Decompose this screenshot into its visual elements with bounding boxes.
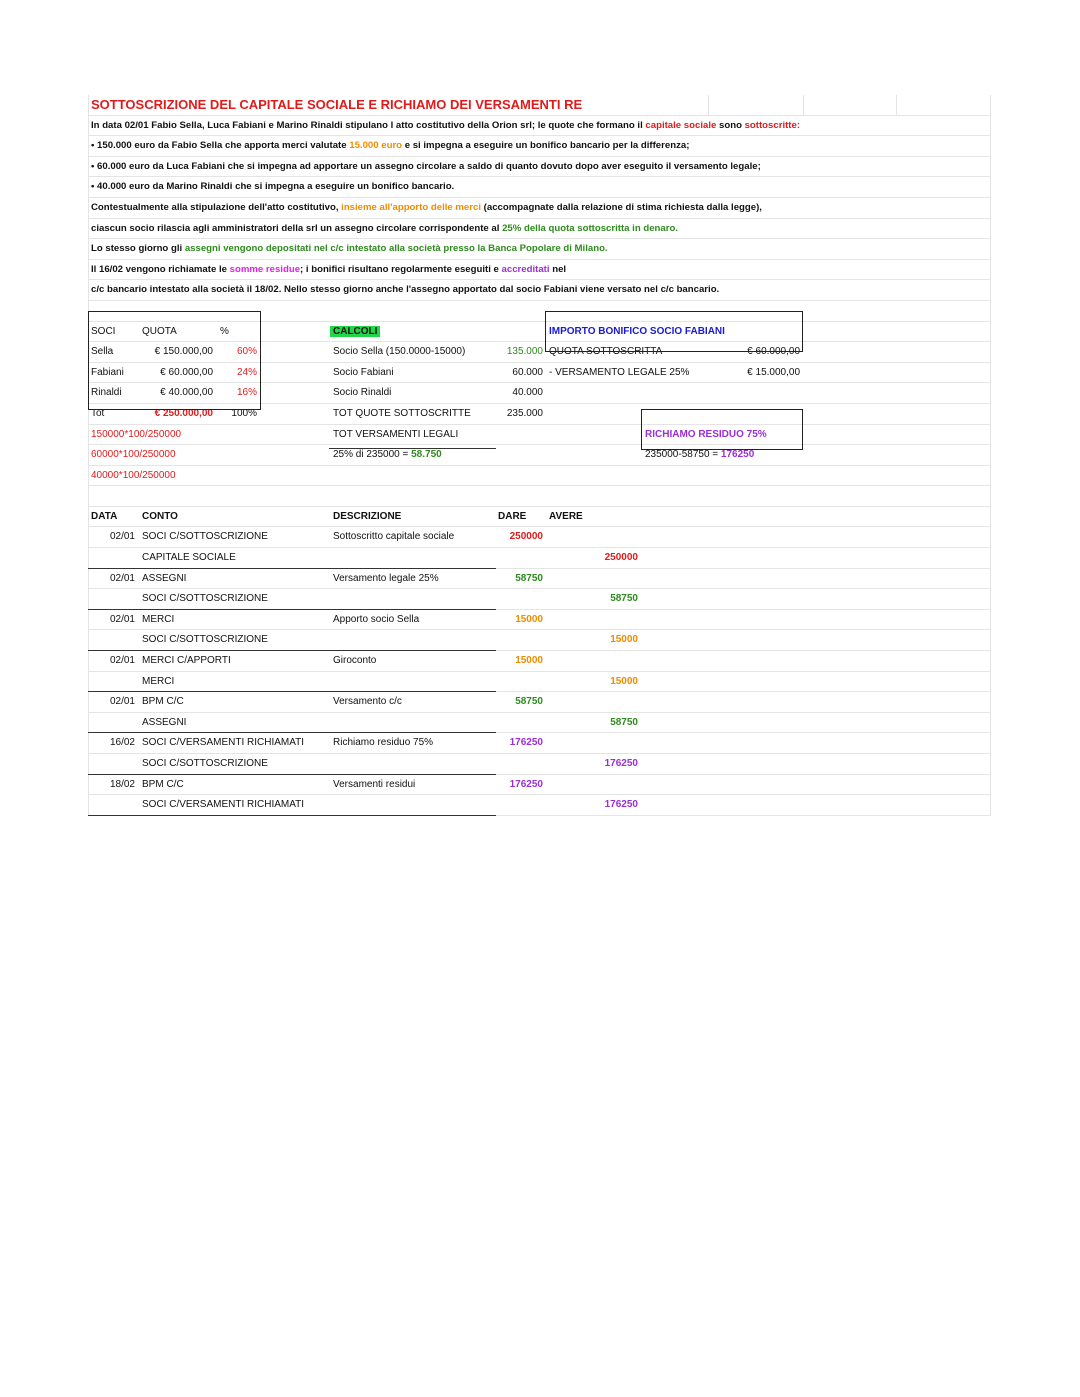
intro-line-7: Lo stesso giorno gli assegni vengono depositati nel c/c intestato alla società presso la Banca Popolare di Milano. — [88, 239, 991, 260]
journal-row: 02/01 ASSEGNI Versamento legale 25% 58750 — [88, 569, 991, 590]
journal-row: 16/02 SOCI C/VERSAMENTI RICHIAMATI Richiamo residuo 75% 176250 — [88, 733, 991, 754]
intro-line-5: Contestualmente alla stipulazione dell'atto costitutivo, insieme all'apporto delle merci (accompagnate dalla relazione di stima richiesta dalla legge), — [88, 198, 991, 219]
intro-line-1: In data 02/01 Fabio Sella, Luca Fabiani e Marino Rinaldi stipulano l atto costitutivo della Orion srl; le quote che formano il capitale sociale sono sottoscritte: — [88, 116, 991, 137]
intro-line-6: ciascun socio rilascia agli amministratori della srl un assegno circolare corrispondente al 25% della quota sottoscritta in denaro. — [88, 219, 991, 240]
bonifico-box — [545, 311, 803, 352]
intro-line-3: • 60.000 euro da Luca Fabiani che si impegna ad apportare un assegno circolare a saldo di quanto dovuto dopo aver eseguito il versamento legale; — [88, 157, 991, 178]
bonifico-header: IMPORTO BONIFICO SOCIO FABIANI — [549, 325, 725, 337]
journal-row: ASSEGNI 58750 — [88, 713, 991, 734]
intro-line-2: • 150.000 euro da Fabio Sella che apporta merci valutate 15.000 euro e si impegna a eseguire un bonifico bancario per la differenza; — [88, 136, 991, 157]
quota-header: QUOTA — [142, 325, 177, 337]
table-row: Sella € 150.000,00 60% Socio Sella (150.0000-15000) 135.000 QUOTA SOTTOSCRITTA € 60.000,00 — [88, 342, 991, 363]
journal-row: SOCI C/SOTTOSCRIZIONE 176250 — [88, 754, 991, 775]
pct-header: % — [220, 325, 229, 337]
journal-row: 02/01 SOCI C/SOTTOSCRIZIONE Sottoscritto capitale sociale 250000 — [88, 527, 991, 548]
journal-entries — [88, 527, 991, 815]
journal-row: 02/01 BPM C/C Versamento c/c 58750 — [88, 692, 991, 713]
journal-row: SOCI C/SOTTOSCRIZIONE 58750 — [88, 589, 991, 610]
calcoli-header: CALCOLI — [330, 326, 380, 337]
intro-line-9: c/c bancario intestato alla società il 18/02. Nello stesso giorno anche l'assegno apportato dal socio Fabiani viene versato nel c/c bancario. — [88, 280, 991, 301]
table-row: Fabiani € 60.000,00 24% Socio Fabiani 60.000 - VERSAMENTO LEGALE 25% € 15.000,00 — [88, 363, 991, 384]
richiamo-header: RICHIAMO RESIDUO 75% — [645, 428, 767, 440]
intro-line-4: • 40.000 euro da Marino Rinaldi che si impegna a eseguire un bonifico bancario. — [88, 177, 991, 198]
table-row: 60000*100/250000 25% di 235000 = 58.750 235000-58750 = 176250 — [88, 445, 991, 466]
journal-row: SOCI C/SOTTOSCRIZIONE 15000 — [88, 630, 991, 651]
table-row: 150000*100/250000 TOT VERSAMENTI LEGALI RICHIAMO RESIDUO 75% — [88, 425, 991, 446]
journal-row: SOCI C/VERSAMENTI RICHIAMATI 176250 — [88, 795, 991, 816]
journal-row: MERCI 15000 — [88, 672, 991, 693]
spreadsheet — [88, 95, 991, 816]
journal-row: 02/01 MERCI C/APPORTI Giroconto 15000 — [88, 651, 991, 672]
richiamo-box — [641, 409, 803, 450]
soci-header: SOCI — [91, 325, 116, 337]
journal-row: 18/02 BPM C/C Versamenti residui 176250 — [88, 775, 991, 796]
table-row: Tot € 250.000,00 100% TOT QUOTE SOTTOSCRITTE 235.000 — [88, 404, 991, 425]
journal-row: 02/01 MERCI Apporto socio Sella 15000 — [88, 610, 991, 631]
intro-line-8: Il 16/02 vengono richiamate le somme residue; i bonifici risultano regolarmente eseguiti e accreditati nel — [88, 260, 991, 281]
journal-header: DATA CONTO DESCRIZIONE DARE AVERE — [88, 507, 991, 528]
journal-row: CAPITALE SOCIALE 250000 — [88, 548, 991, 569]
soci-table-box — [88, 311, 261, 410]
page-title: SOTTOSCRIZIONE DEL CAPITALE SOCIALE E RICHIAMO DEI VERSAMENTI RE — [88, 95, 991, 116]
table-row: 40000*100/250000 — [88, 466, 991, 487]
table-row: Rinaldi € 40.000,00 16% Socio Rinaldi 40.000 — [88, 383, 991, 404]
